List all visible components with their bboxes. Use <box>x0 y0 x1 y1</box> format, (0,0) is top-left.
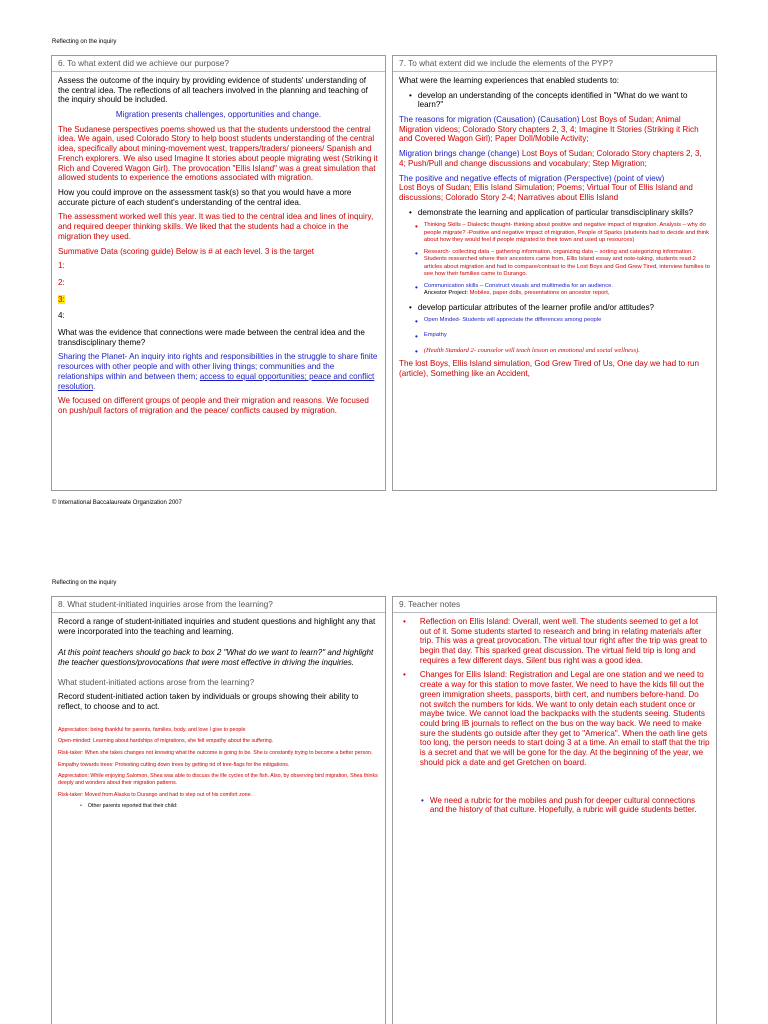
bullet-icon: • <box>415 346 418 356</box>
instruction-text: How you could improve on the assessment task(s) so that you would have a more accurate picture of each student's understanding of the central idea. <box>58 187 352 207</box>
bullet-icon: • <box>409 302 412 312</box>
bullet-icon: • <box>80 803 82 810</box>
attribute-text: Empathy <box>423 331 447 338</box>
response-text: We focused on different groups of people and their migration and reasons. We focused on push/pull factors of migration and the peace/ conflicts caused by migration. <box>58 396 369 415</box>
bullet-icon: • <box>415 331 418 341</box>
skill-text: Research- collecting data – gathering information, organizing data – sorting and categorizing information. Students researched where their ancestors came from, Ellis Island essay and note-taking, students read 2 articles about migration and had to compare/contrast to the Lost Boys and God Grew Tired, interview families to see how their families came to Durango. <box>423 249 710 277</box>
action-item: Risk-taker: Moved from Alaska to Durango and had to step out of his comfort zone. <box>58 791 253 798</box>
teacher-note: Reflection on Ellis Island: Overall, went well. The students seemed to get a lot out of it. Some students started to research and bring in relating materials after trip. This was a great provocation. The virtual tour right after the trip was great to begin that day. This sparked great discussion. The virtual field trip is long and requires a few different days. Silent bus right was a good idea. <box>419 616 708 665</box>
transdisciplinary-theme: Sharing the Planet- An inquiry into rights and responsibilities in the struggle to share finite resources with other people and with other living things; communities and the relationships within and between them; access to equal opportunities; peace and conflict resolution. <box>58 352 378 391</box>
concept-activities: Lost Boys of Sudan; Animal Migration videos; Colorado Story chapters 2, 3, 4; Imagine It Stories (Striking it Rich and Covered Wagon Girl); Paper Doll/Mobile Activity; <box>399 115 699 144</box>
concept-activities: Lost Boys of Sudan; Colorado Story chapters 2, 3, 4; Push/Pull and change discussions and vocabulary; Step Migration; <box>399 149 702 168</box>
instruction-text: Record student-initiated action taken by individuals or groups showing their ability to reflect, to choose and to act. <box>58 692 359 712</box>
response-text: The Sudanese perspectives poems showed us that the students understood the central idea. We again, used Colorado Story to help boost students understanding of the central idea, specifically about mining-movement west, trappers/traders/ pioneers/ Spanish and French explorers. We also used Imagine It stories about people migrating west (Striking it Rich and Covered Wagon Girl). The provocation "Ellis Island" was a great simulation that allowed students to experience the emotions associated with migration. <box>58 124 378 183</box>
subsection-title: What student-initiated actions arose from the learning? <box>58 677 255 687</box>
bullet-text: develop particular attributes of the learner profile and/or attitudes? <box>417 302 655 312</box>
teacher-note: Changes for Ellis Island: Registration and Legal are one station and we need to create a way for this station to move faster. We need to have the kids fill out the green immigration sheets, passports, birth cert, and numbers before-hand. Do not switch the numbers for kids. We want to only detain each student once or maybe twice. We cannot load the backpacks with the students seeing. Students could bring IB journals to reflect on the bus on the way back. We need to make sure the students go outside after they get to "America". When the oath line gets too long, the person needs to start doing 3 at a time. An email to staff that the trip is a secret and that we will be gone for the day. At the beginning of the year, we should pick a date and get Gretchen on board. <box>419 670 710 767</box>
concept-label: The reasons for migration (Causation) (Causation) <box>399 115 582 125</box>
bullet-text: Other parents reported that their child: <box>87 803 178 810</box>
action-item: Open-minded: Learning about hardships of migrations, she felt empathy about the suffering. <box>58 738 274 745</box>
bullet-icon: • <box>415 317 418 327</box>
bullet-icon: • <box>415 222 418 232</box>
copyright-footer: © International Baccalaureate Organization 2007 <box>52 500 182 506</box>
bullet-text: develop an understanding of the concepts identified in "What do we want to learn?" <box>417 90 688 110</box>
bullet-text: demonstrate the learning and application of particular transdisciplinary skills? <box>417 207 694 217</box>
instruction-italic: At this point teachers should go back to box 2 "What do we want to learn?" and highlight the teacher questions/provocations that were most effective in driving the inquiries. <box>58 648 374 668</box>
level-4: 4: <box>58 311 65 321</box>
box-title: 9. Teacher notes <box>393 600 716 613</box>
summative-data-label: Summative Data (scoring guide) Below is # at each level. 3 is the target <box>58 246 314 256</box>
instruction-text: Record a range of student-initiated inquiries and student questions and highlight any that were incorporated into the teaching and learning. <box>58 616 376 636</box>
response-text: The lost Boys, Ellis Island simulation, God Grew Tired of Us, One day we had to run (article), Something like an Accident, <box>399 359 700 379</box>
bullet-icon: • <box>415 249 418 259</box>
attribute-text: Open Minded- Students will appreciate the differences among people <box>423 317 602 324</box>
concept-activities: Lost Boys of Sudan; Ellis Island Simulation; Poems; Virtual Tour of Ellis Island and discussions; Colorado Story 2-4; Narratives about Ellis Island <box>399 183 693 202</box>
bullet-icon: • <box>403 616 406 626</box>
level-1: 1: <box>58 261 65 271</box>
action-item: Appreciation: being thankful for parents, families, body, and love I give to people <box>58 726 246 733</box>
box-6-purpose <box>51 55 386 491</box>
box-title: 7. To what extent did we include the elements of the PYP? <box>393 59 716 72</box>
box-9-teacher-notes <box>392 596 717 1024</box>
concept-label: Migration brings change (change) <box>399 149 522 159</box>
bullet-icon: • <box>421 795 424 805</box>
box-8-student-inquiries <box>51 596 386 1024</box>
bullet-icon: • <box>409 90 412 100</box>
skill-label: Ancestor Project: <box>423 290 470 297</box>
instruction-text: Assess the outcome of the inquiry by providing evidence of students' understanding of the central idea. The reflections of all teachers involved in the planning and teaching of the inquiry should be included. <box>58 75 368 105</box>
action-item: Empathy towards trees: Protesting cutting down trees by getting rid of tree-flags for the mitigations. <box>58 761 290 768</box>
attribute-text: (Health Standard 2- counselor will teach lesson on emotional and social wellness). <box>423 346 640 354</box>
bullet-icon: • <box>409 207 412 217</box>
central-idea: Migration presents challenges, opportunities and change. <box>115 110 322 120</box>
skill-text: Mobiles, paper dolls, presentations on ancestor report, <box>469 290 610 297</box>
response-text: The assessment worked well this year. It was tied to the central idea and lines of inquiry, and required deeper thinking skills. We liked that the students had a choice in the migration they used. <box>58 212 374 241</box>
concept-label: The positive and negative effects of migration (Perspective) (point of view) <box>399 173 665 183</box>
page-header: Reflecting on the inquiry <box>52 580 117 586</box>
action-item: Risk-taker: When she takes changes not knowing what the outcome is going to be. She is constantly trying to become a better person. <box>58 750 373 757</box>
level-2: 2: <box>58 277 65 287</box>
bullet-icon: • <box>415 283 418 293</box>
instruction-text: What were the learning experiences that enabled students to: <box>399 75 620 85</box>
skill-text: Thinking Skills – Dialectic thought- thinking about positive and negative impact of migration. Analysis – why do people migrate? -Positive and negative impact of migration, People of Sparks (students had to decide and think about how they would feel if people migrated to their town and used up resources) <box>423 222 710 243</box>
bullet-icon: • <box>403 670 406 680</box>
action-item: Appreciation: While enjoying Salomon, Shea was able to discuss the life cycles of the fish. Also, by observing bird migration, Shea thinks deeply and wonders about their migration patterns. <box>58 773 378 786</box>
teacher-note: We need a rubric for the mobiles and push for deeper cultural connections and the history of that culture. Hopefully, a rubric will guide students better. <box>429 795 697 815</box>
level-3: 3: <box>58 294 65 304</box>
instruction-text: What was the evidence that connections were made between the central idea and the transdisciplinary theme? <box>58 328 365 347</box>
box-title: 6. To what extent did we achieve our purpose? <box>52 59 385 72</box>
box-7-pyp-elements <box>392 55 717 491</box>
page-header: Reflecting on the inquiry <box>52 39 117 45</box>
theme-link: access to equal opportunities; peace and conflict resolution <box>58 371 375 391</box>
box-title: 8. What student-initiated inquiries arose from the learning? <box>52 600 385 613</box>
skill-label: Communication skills – Construct visuals and multimedia for an audience. <box>423 283 613 290</box>
